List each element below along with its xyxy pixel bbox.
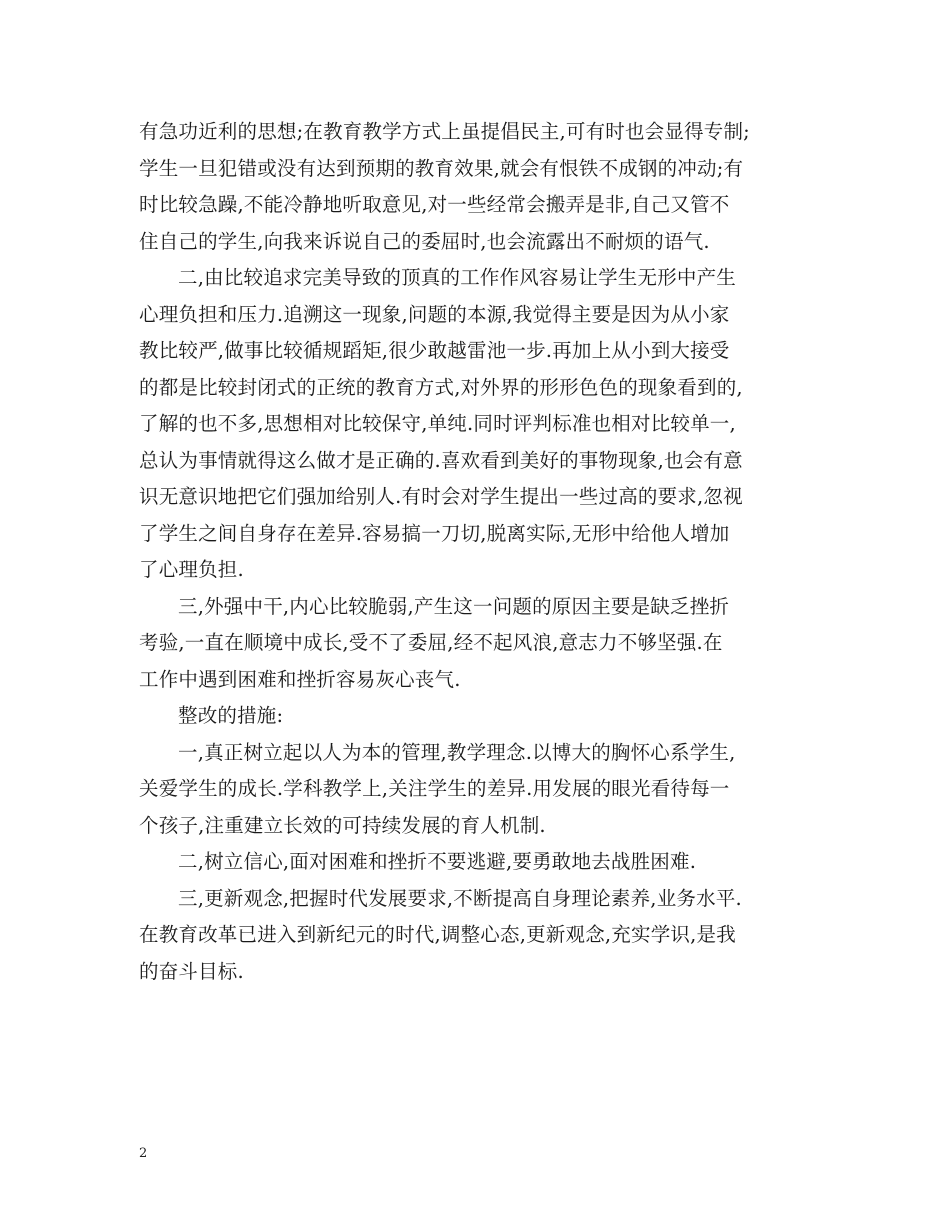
text-line: 心理负担和压力.追溯这一现象,问题的本源,我觉得主要是因为从小家 (139, 302, 730, 326)
text-line: 考验,一直在顺境中成长,受不了委屈,经不起风浪,意志力不够坚强.在 (139, 631, 723, 654)
paragraph-start-line: 二,树立信心,面对困难和挫折不要逃避,要勇敢地去战胜困难. (178, 850, 697, 873)
text-line: 在教育改革已进入到新纪元的时代,调整心态,更新观念,充实学识,是我 (139, 923, 736, 946)
page-number: 2 (139, 1146, 148, 1161)
text-line: 时比较急躁,不能冷静地听取意见,对一些经常会搬弄是非,自己又管不 (139, 193, 730, 216)
text-line: 个孩子,注重建立长效的可持续发展的育人机制. (139, 813, 546, 837)
text-line: 住自己的学生,向我来诉说自己的委屈时,也会流露出不耐烦的语气. (139, 229, 710, 253)
text-line: 的都是比较封闭式的正统的教育方式,对外界的形形色色的现象看到的, (139, 375, 743, 399)
text-line: 工作中遇到困难和挫折容易灰心丧气. (139, 667, 461, 691)
paragraph-start-line: 二,由比较追求完美导致的顶真的工作作风容易让学生无形中产生 (178, 266, 736, 289)
paragraph-start-line: 三,外强中干,内心比较脆弱,产生这一问题的原因主要是缺乏挫折 (178, 594, 730, 618)
text-line: 关爱学生的成长.学科教学上,关注学生的差异.用发展的眼光看待每一 (139, 777, 730, 800)
text-line: 的奋斗目标. (139, 959, 244, 983)
document-body (139, 114, 815, 990)
text-line: 有急功近利的思想;在教育教学方式上虽提倡民主,可有时也会显得专制; (139, 120, 750, 143)
text-line: 学生一旦犯错或没有达到预期的教育效果,就会有恨铁不成钢的冲动;有 (139, 156, 744, 180)
text-line: 了解的也不多,思想相对比较保守,单纯.同时评判标准也相对比较单一, (139, 412, 736, 435)
paragraph-start-line: 一,真正树立起以人为本的管理,教学理念.以博大的胸怀心系学生, (178, 740, 736, 764)
paragraph-start-line: 三,更新观念,把握时代发展要求,不断提高自身理论素养,业务水平. (178, 886, 742, 910)
text-line: 了心理负担. (139, 558, 244, 581)
text-line: 总认为事情就得这么做才是正确的.喜欢看到美好的事物现象,也会有意 (139, 448, 743, 472)
text-line: 识无意识地把它们强加给别人.有时会对学生提出一些过高的要求,忽视 (139, 485, 743, 508)
section-heading-line: 整改的措施: (178, 704, 284, 727)
text-line: 教比较严,做事比较循规蹈矩,很少敢越雷池一步.再加上从小到大接受 (139, 339, 730, 362)
text-line: 了学生之间自身存在差异.容易搞一刀切,脱离实际,无形中给他人增加 (139, 521, 730, 545)
